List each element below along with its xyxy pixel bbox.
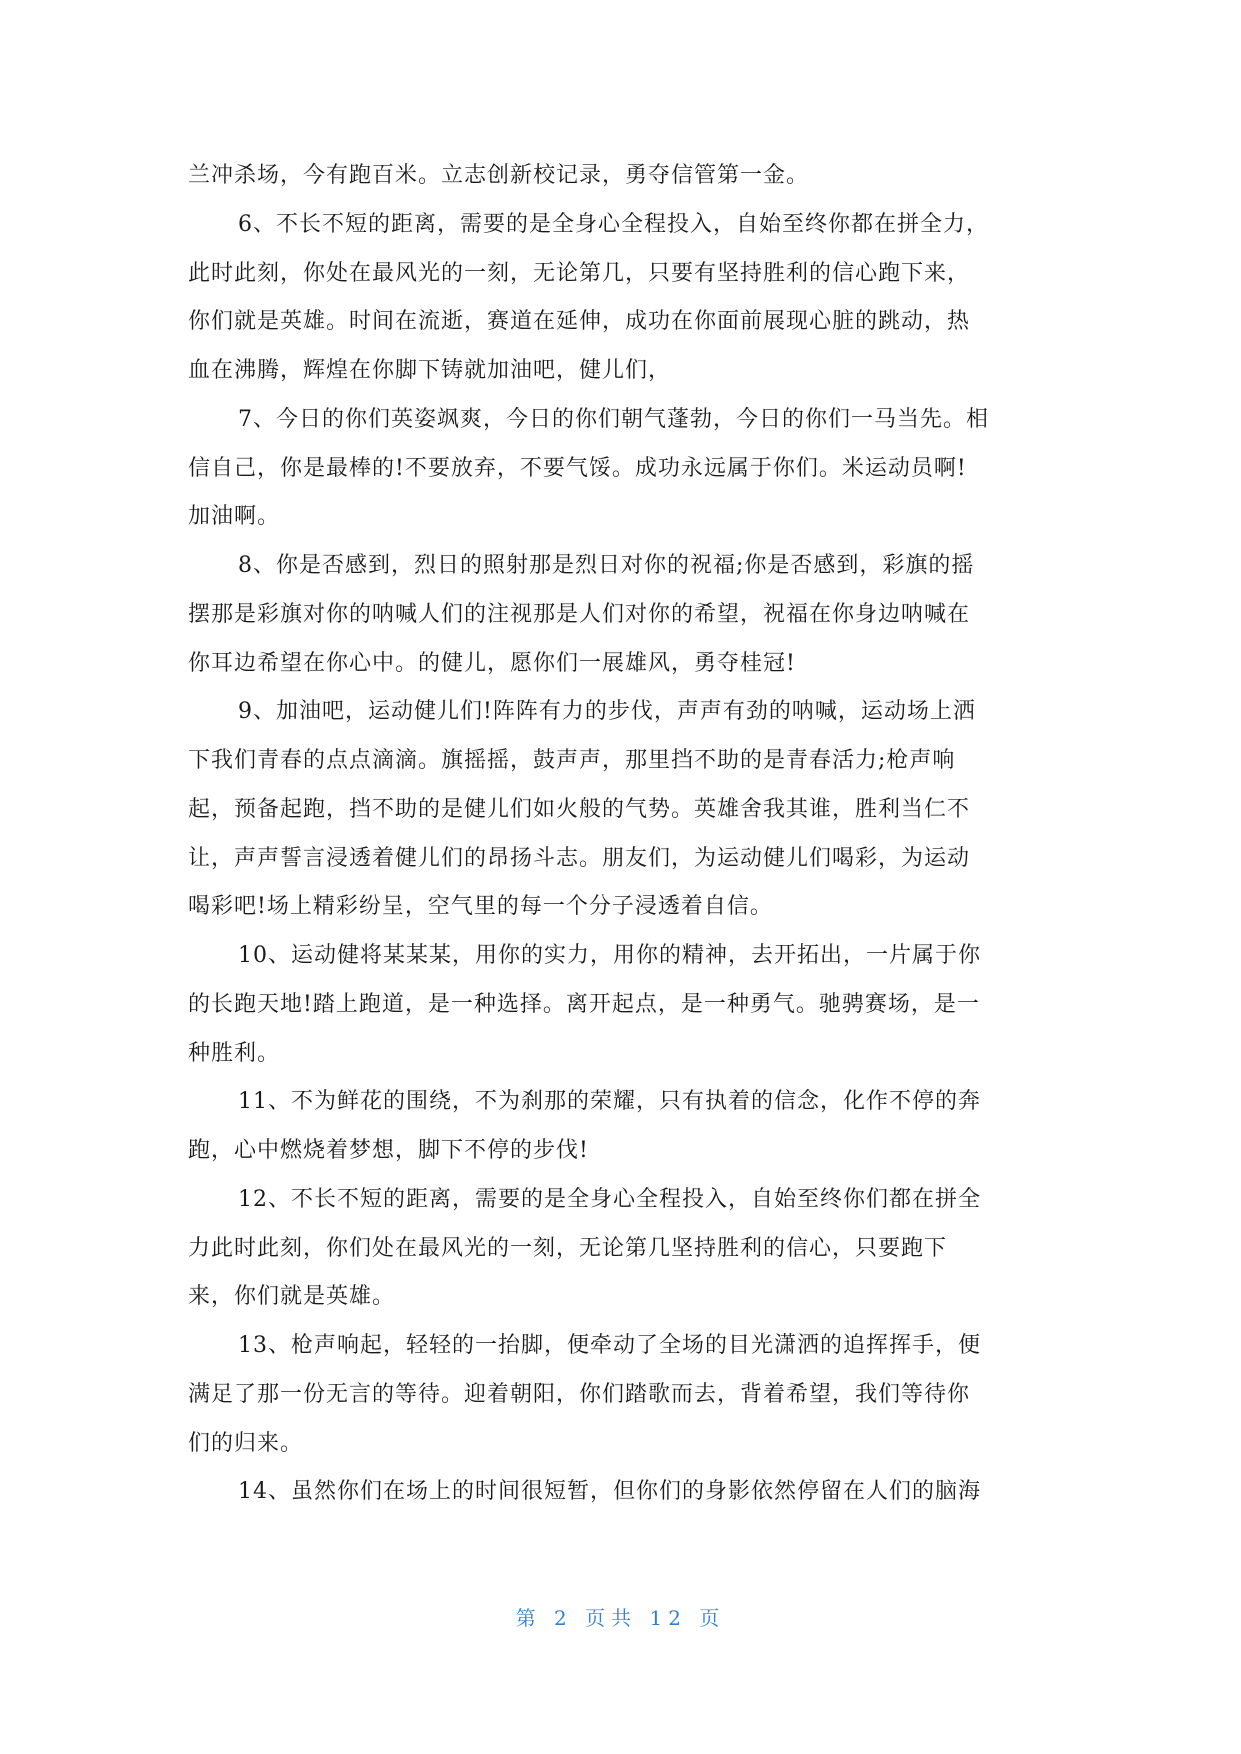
text-line: 8、你是否感到，烈日的照射那是烈日对你的祝福;你是否感到，彩旗的摇 (238, 553, 975, 578)
body-text (188, 152, 1058, 1517)
text-line: 13、枪声响起，轻轻的一抬脚，便牵动了全场的目光潇洒的追挥挥手，便 (238, 1333, 981, 1358)
text-line: 起，预备起跑，挡不助的是健儿们如火般的气势。英雄舍我其谁，胜利当仁不 (188, 796, 971, 822)
text-line: 7、今日的你们英姿飒爽，今日的你们朝气蓬勃，今日的你们一马当先。相 (238, 406, 989, 432)
text-line: 血在沸腾，辉煌在你脚下铸就加油吧，健儿们， (188, 358, 672, 383)
footer-total-pages: 12 (649, 1606, 687, 1630)
page-footer (0, 1602, 1241, 1631)
footer-current-page: 2 (554, 1606, 573, 1630)
text-line: 10、运动健将某某某，用你的实力，用你的精神，去开拓出，一片属于你 (238, 943, 981, 968)
text-line: 此时此刻，你处在最风光的一刻，无论第几，只要有坚持胜利的信心跑下来， (188, 260, 971, 286)
text-line: 跑，心中燃烧着梦想，脚下不停的步伐! (188, 1138, 589, 1163)
text-line: 6、不长不短的距离，需要的是全身心全程投入，自始至终你都在拼全力， (238, 211, 989, 237)
text-line: 的长跑天地!踏上跑道，是一种选择。离开起点，是一种勇气。驰骋赛场，是一 (188, 991, 980, 1017)
text-line: 力此时此刻，你们处在最风光的一刻，无论第几坚持胜利的信心，只要跑下 (188, 1235, 948, 1261)
text-line: 让，声声誓言浸透着健儿们的昂扬斗志。朋友们，为运动健儿们喝彩，为运动 (188, 845, 971, 871)
text-line: 9、加油吧，运动健儿们!阵阵有力的步伐，声声有劲的呐喊，运动场上洒 (238, 699, 976, 725)
footer-prefix: 第 (515, 1606, 542, 1630)
text-line: 加油啊。 (188, 504, 281, 530)
text-line: 喝彩吧!场上精彩纷呈，空气里的每一个分子浸透着自信。 (188, 894, 773, 920)
text-line: 满足了那一份无言的等待。迎着朝阳，你们踏歌而去，背着希望，我们等待你 (188, 1381, 971, 1407)
text-line: 来，你们就是英雄。 (188, 1284, 396, 1310)
text-line: 们的归来。 (188, 1430, 304, 1456)
text-line: 种胜利。 (188, 1040, 281, 1066)
text-line: 你耳边希望在你心中。的健儿，愿你们一展雄风，勇夺桂冠! (188, 650, 796, 676)
text-line: 12、不长不短的距离，需要的是全身心全程投入，自始至终你们都在拼全 (238, 1186, 981, 1212)
text-line: 兰冲杀场，今有跑百米。立志创新校记录，勇夺信管第一金。 (188, 163, 810, 188)
text-line: 14、虽然你们在场上的时间很短暂，但你们的身影依然停留在人们的脑海 (238, 1479, 981, 1505)
text-line: 11、不为鲜花的围绕，不为刹那的荣耀，只有执着的信念，化作不停的奔 (238, 1089, 981, 1115)
text-line: 下我们青春的点点滴滴。旗摇摇，鼓声声，那里挡不助的是青春活力;枪声响 (188, 748, 956, 773)
text-line: 信自己，你是最棒的!不要放弃，不要气馁。成功永远属于你们。米运动员啊! (188, 455, 967, 481)
text-line: 你们就是英雄。时间在流逝，赛道在延伸，成功在你面前展现心脏的跳动，热 (188, 309, 971, 335)
footer-suffix: 页 (699, 1606, 726, 1630)
text-line: 摆那是彩旗对你的呐喊人们的注视那是人们对你的希望，祝福在你身边呐喊在 (188, 601, 971, 627)
footer-middle: 页共 (585, 1606, 638, 1630)
